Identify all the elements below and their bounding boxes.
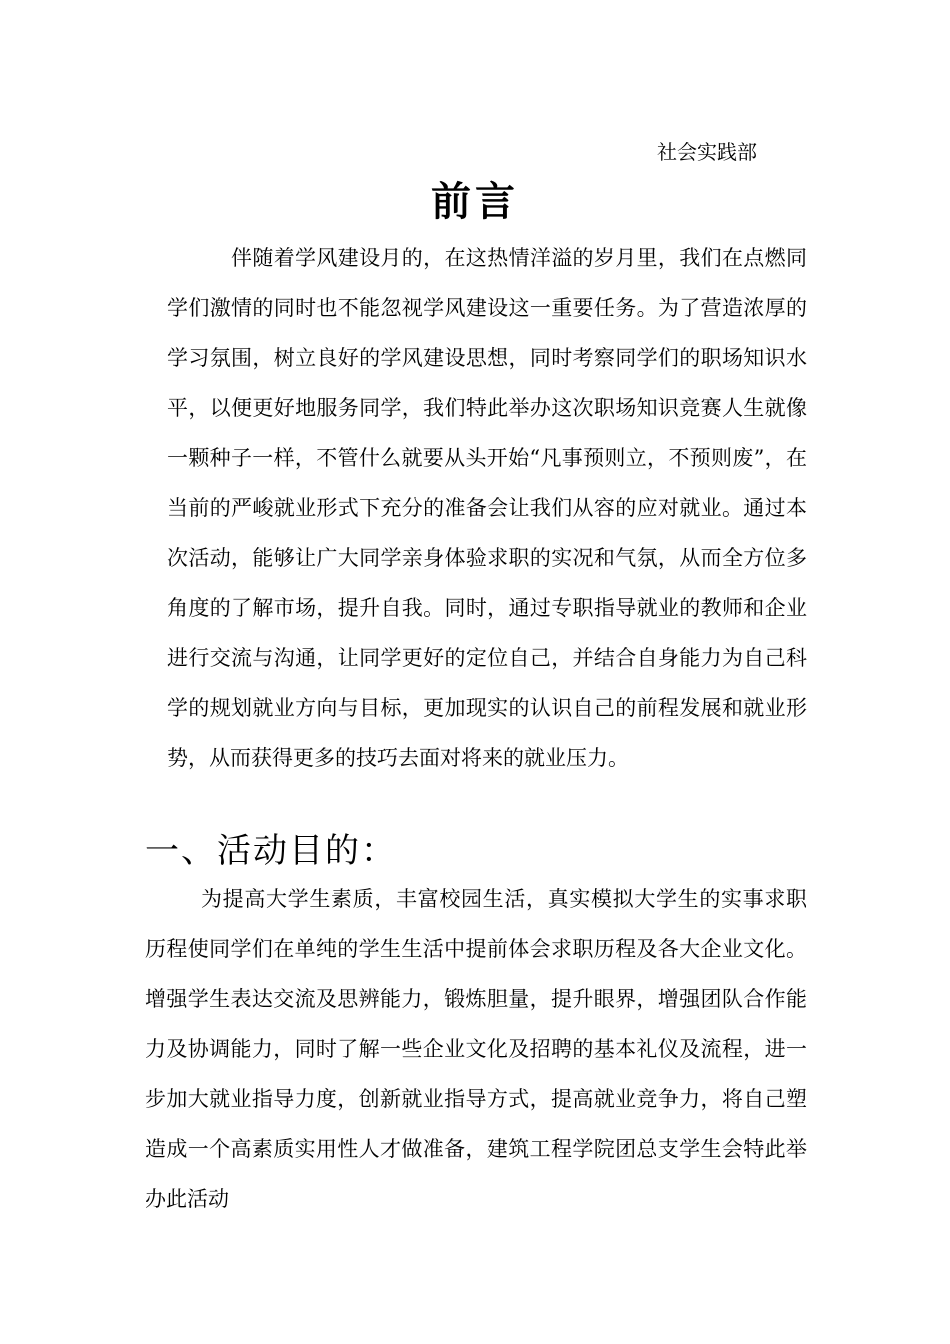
page-title: 前言 [431, 178, 519, 225]
preface-paragraph: 伴随着学风建设月的，在这热情洋溢的岁月里，我们在点燃同学们激情的同时也不能忽视学风建设这一重要任务。为了营造浓厚的学习氛围，树立良好的学风建设思想，同时考察同学们的职场知识水平，以便更好地服务同学，我们特此举办这次职场知识竞赛人生就像一颗种子一样，不管什么就要从头开始“凡事预则立，不预则废”，在当前的严峻就业形式下充分的准备会让我们从容的应对就业。通过本次活动，能够让广大同学亲身体验求职的实况和气氛，从而全方位多角度的了解市场，提升自我。同时，通过专职指导就业的教师和企业进行交流与沟通，让同学更好的定位自己，并结合自身能力为自己科学的规划就业方向与目标，更加现实的认识自己的前程发展和就业形势，从而获得更多的技巧去面对将来的就业压力。 [167, 246, 807, 770]
section-paragraph-activity-purpose: 为提高大学生素质，丰富校园生活，真实模拟大学生的实事求职历程使同学们在单纯的学生生活中提前体会求职历程及各大企业文化。增强学生表达交流及思辨能力，锻炼胆量，提升眼界，增强团队合作能力及协调能力，同时了解一些企业文化及招聘的基本礼仪及流程，进一步加大就业指导力度，创新就业指导方式，提高就业竞争力，将自己塑造成一个高素质实用性人才做准备，建筑工程学院团总支学生会特此举办此活动 [145, 887, 807, 1211]
section-heading-activity-purpose: 一、活动目的： [145, 831, 397, 871]
department-label: 社会实践部 [657, 140, 757, 164]
